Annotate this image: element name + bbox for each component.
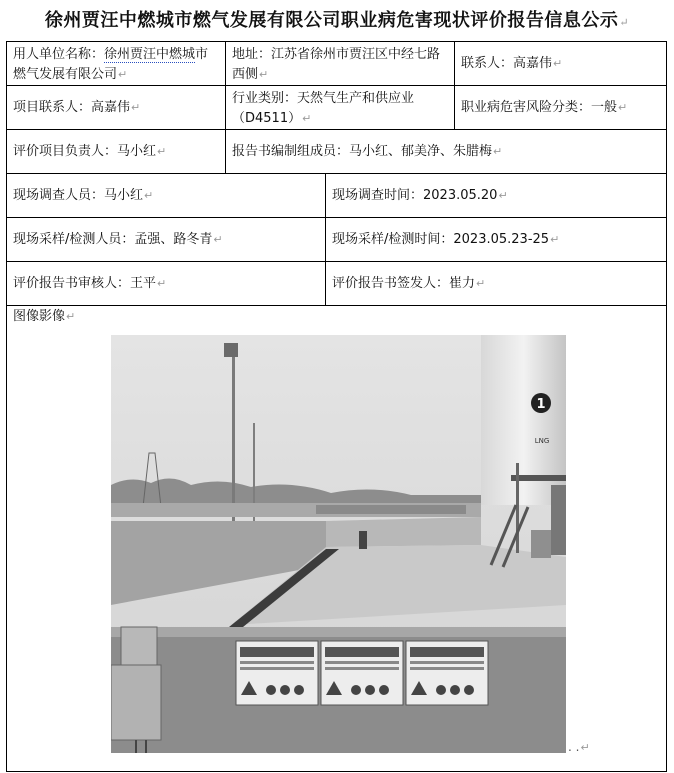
project-contact-label: 项目联系人： — [13, 99, 92, 115]
project-leader-value: 马小红 — [117, 143, 157, 159]
survey-staff-value: 马小红 — [104, 187, 144, 203]
info-row-1 — [6, 41, 667, 85]
industry-cell: 行业类别：天然气生产和供应业（D4511）↵ — [232, 91, 415, 126]
tank-lng-label: LNG — [534, 437, 550, 445]
photo-trailing-mark: . .↵ — [568, 740, 590, 754]
project-contact-cell: 项目联系人：高嘉伟↵ — [13, 99, 141, 115]
reviewer-value: 王平 — [130, 275, 157, 291]
contact-cell: 联系人：高嘉伟↵ — [461, 55, 563, 71]
employer-name-value-b: 市燃气发展有限公司 — [13, 47, 209, 82]
info-row-3 — [6, 129, 667, 173]
image-section-label: 图像影像↵ — [13, 309, 76, 324]
contact-value: 高嘉伟 — [513, 55, 553, 71]
sampling-staff-label: 现场采样/检测人员： — [13, 231, 135, 247]
site-photo — [111, 335, 566, 753]
survey-time-label: 现场调查时间： — [332, 187, 424, 203]
industry-value: 天然气生产和供应业（D4511） — [232, 91, 415, 126]
employer-name-cell: 用人单位名称：徐州贾汪中燃城市燃气发展有限公司↵ — [13, 47, 209, 82]
sampling-time-label: 现场采样/检测时间： — [332, 231, 454, 247]
reviewer-label: 评价报告书审核人： — [13, 275, 131, 291]
info-row-2 — [6, 85, 667, 129]
survey-time-value: 2023.05.20 — [423, 187, 498, 203]
project-contact-value: 高嘉伟 — [91, 99, 131, 115]
project-leader-label: 评价项目负责人： — [13, 143, 118, 159]
info-row-6 — [6, 261, 667, 305]
warning-sign-1 — [236, 641, 318, 705]
issuer-cell: 评价报告书签发人：崔力↵ — [332, 275, 486, 291]
site-photo-drawing — [111, 335, 566, 753]
address-label: 地址： — [232, 47, 272, 62]
project-leader-cell: 评价项目负责人：马小红↵ — [13, 143, 167, 159]
page-title: 徐州贾汪中燃城市燃气发展有限公司职业病危害现状评价报告信息公示↵ — [44, 10, 630, 31]
risk-class-label: 职业病危害风险分类： — [461, 99, 592, 115]
report-team-label: 报告书编制组成员： — [232, 143, 350, 159]
issuer-value: 崔力 — [449, 275, 476, 291]
info-row-4 — [6, 173, 667, 217]
sampling-staff-cell: 现场采样/检测人员：孟强、路冬青↵ — [13, 231, 223, 247]
warning-sign-2 — [321, 641, 403, 705]
employer-name-label: 用人单位名称： — [13, 47, 105, 62]
issuer-label: 评价报告书签发人： — [332, 275, 450, 291]
employer-name-value-a: 徐州贾汪中燃城 — [104, 47, 196, 62]
risk-class-cell: 职业病危害风险分类：一般↵ — [461, 99, 628, 115]
sampling-time-value: 2023.05.23-25 — [453, 231, 550, 247]
warning-sign-3 — [406, 641, 488, 705]
tank-number-label: 1 — [536, 397, 546, 412]
sampling-staff-value: 孟强、路冬青 — [134, 231, 213, 247]
reviewer-cell: 评价报告书审核人：王平↵ — [13, 275, 167, 291]
risk-class-value: 一般 — [591, 99, 618, 115]
address-value: 江苏省徐州市贾汪区中经七路西侧 — [232, 47, 441, 82]
sampling-time-cell: 现场采样/检测时间：2023.05.23-25↵ — [332, 231, 560, 247]
survey-staff-cell: 现场调查人员：马小红↵ — [13, 187, 154, 203]
industry-label: 行业类别： — [232, 91, 298, 106]
report-team-value: 马小红、郁美净、朱腊梅 — [349, 143, 493, 159]
info-row-5 — [6, 217, 667, 261]
survey-staff-label: 现场调查人员： — [13, 187, 105, 203]
report-team-cell: 报告书编制组成员：马小红、郁美净、朱腊梅↵ — [232, 143, 503, 159]
address-cell: 地址：江苏省徐州市贾汪区中经七路西侧↵ — [232, 47, 441, 82]
survey-time-cell: 现场调查时间：2023.05.20↵ — [332, 187, 508, 203]
contact-label: 联系人： — [461, 55, 514, 71]
